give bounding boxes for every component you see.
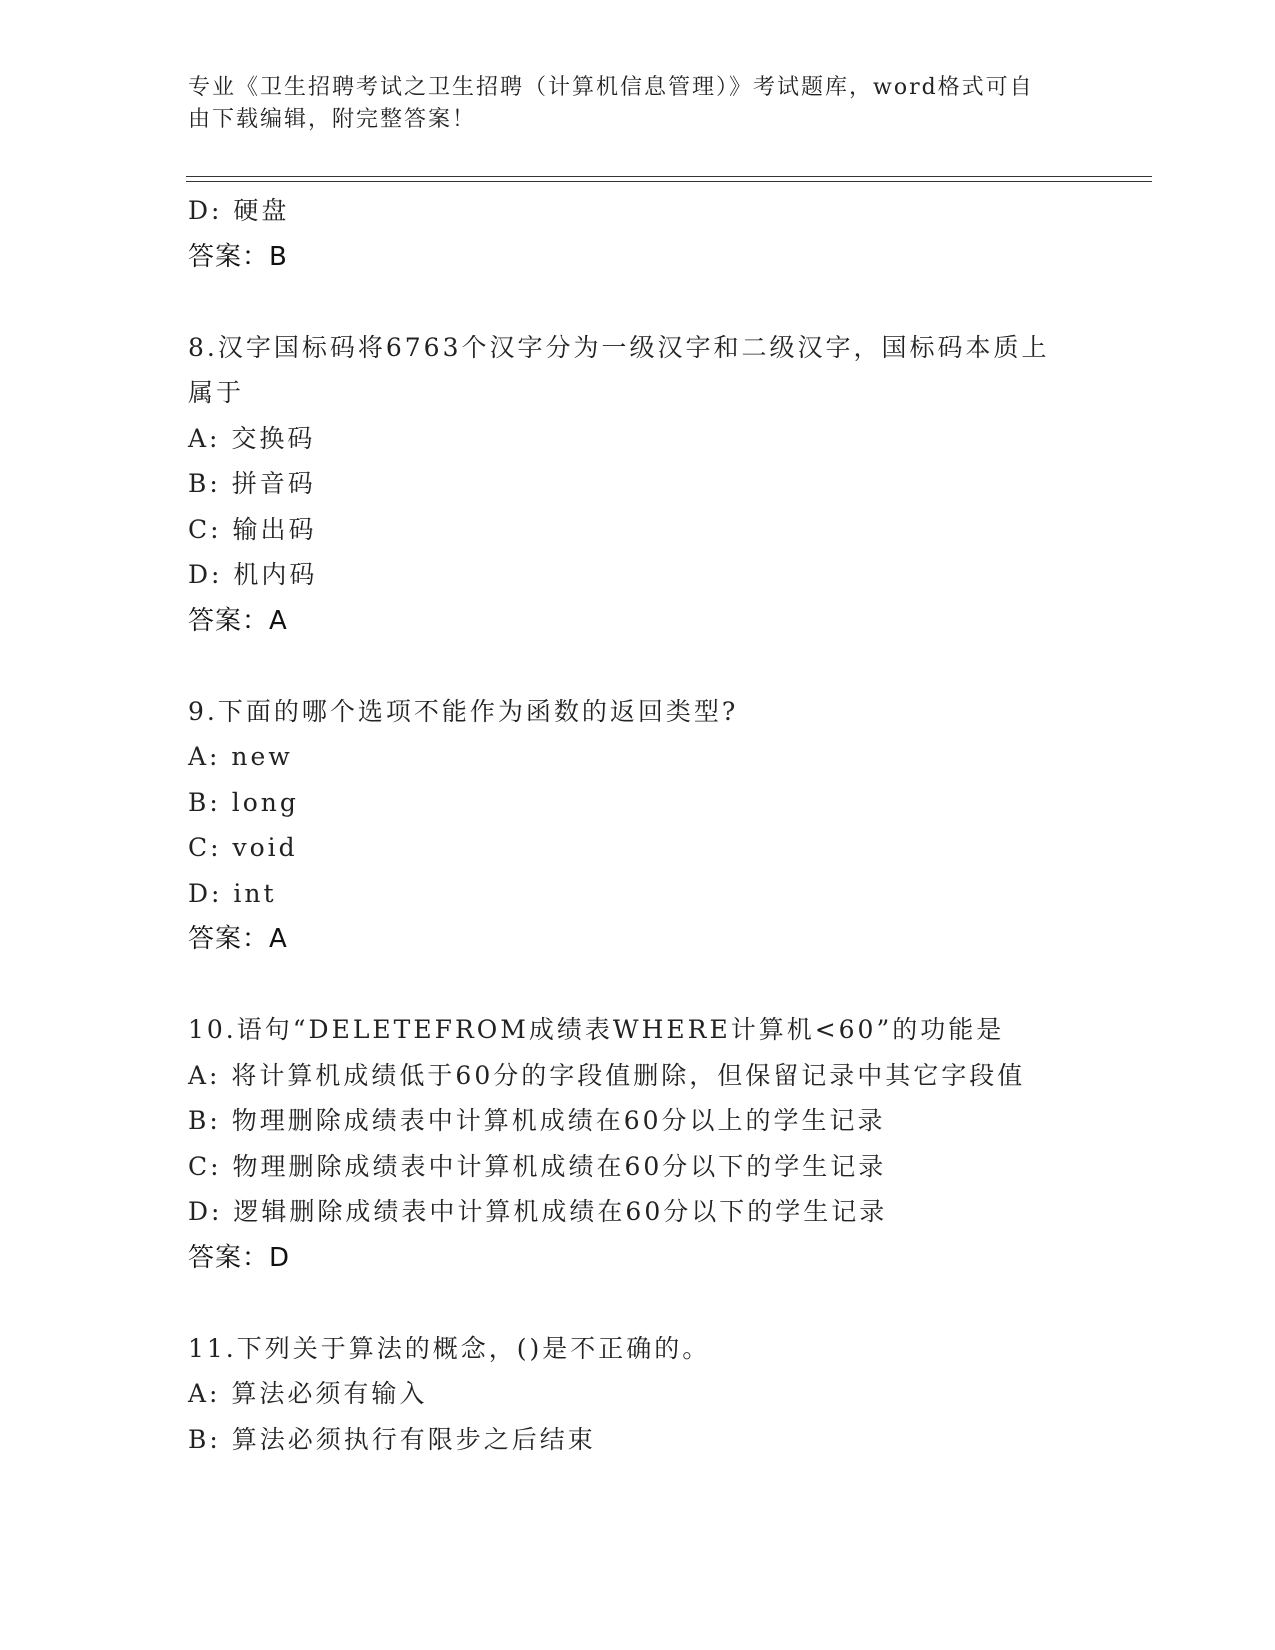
q9-option-c: C: void <box>188 833 298 862</box>
q9-stem: 9.下面的哪个选项不能作为函数的返回类型? <box>188 696 739 726</box>
question-11 <box>188 1326 1088 1463</box>
q11-option-a: A: 算法必须有输入 <box>188 1379 428 1408</box>
spacer <box>188 280 1088 325</box>
q8-stem-line-2: 属于 <box>188 378 245 407</box>
q9-answer: 答案：A <box>188 924 288 954</box>
q9-option-b: B: long <box>188 787 299 817</box>
q8-stem-line-1: 8.汉字国标码将6763个汉字分为一级汉字和二级汉字，国标码本质上 <box>188 332 1050 362</box>
spacer <box>188 962 1088 1007</box>
spacer <box>188 644 1088 689</box>
q8-answer: 答案：A <box>188 605 288 636</box>
header-divider-top <box>186 176 1152 177</box>
q10-answer: 答案：D <box>188 1242 291 1273</box>
q9-option-d: D: int <box>188 878 277 908</box>
q10-option-c: C: 物理删除成绩表中计算机成绩在60分以下的学生记录 <box>188 1151 887 1181</box>
q10-option-d: D: 逻辑删除成绩表中计算机成绩在60分以下的学生记录 <box>188 1197 888 1226</box>
header-title-line-1: 专业《卫生招聘考试之卫生招聘（计算机信息管理）》考试题库，word格式可自 <box>188 75 1034 100</box>
q9-option-a: A: new <box>188 742 293 771</box>
question-9 <box>188 689 1088 963</box>
document-header <box>188 72 1068 136</box>
header-divider-bottom <box>186 181 1152 182</box>
q8-option-a: A: 交换码 <box>188 423 316 453</box>
spacer <box>188 1281 1088 1326</box>
q10-option-b: B: 物理删除成绩表中计算机成绩在60分以上的学生记录 <box>188 1106 886 1135</box>
q8-option-b: B: 拼音码 <box>188 469 316 498</box>
question-list <box>188 188 1088 1462</box>
q11-stem: 11.下列关于算法的概念，()是不正确的。 <box>188 1333 711 1363</box>
q10-stem: 10.语句“DELETEFROM成绩表WHERE计算机<60”的功能是 <box>188 1015 1005 1044</box>
q10-option-a: A: 将计算机成绩低于60分的字段值删除，但保留记录中其它字段值 <box>188 1060 1026 1090</box>
q7-option-d: D: 硬盘 <box>188 196 290 225</box>
q7-answer: 答案：B <box>188 241 288 272</box>
q8-option-d: D: 机内码 <box>188 560 318 589</box>
question-10 <box>188 1007 1088 1281</box>
header-title-line-2: 由下载编辑，附完整答案！ <box>188 107 477 132</box>
q8-option-c: C: 输出码 <box>188 514 317 544</box>
q11-option-b: B: 算法必须执行有限步之后结束 <box>188 1424 596 1454</box>
question-8 <box>188 325 1088 644</box>
